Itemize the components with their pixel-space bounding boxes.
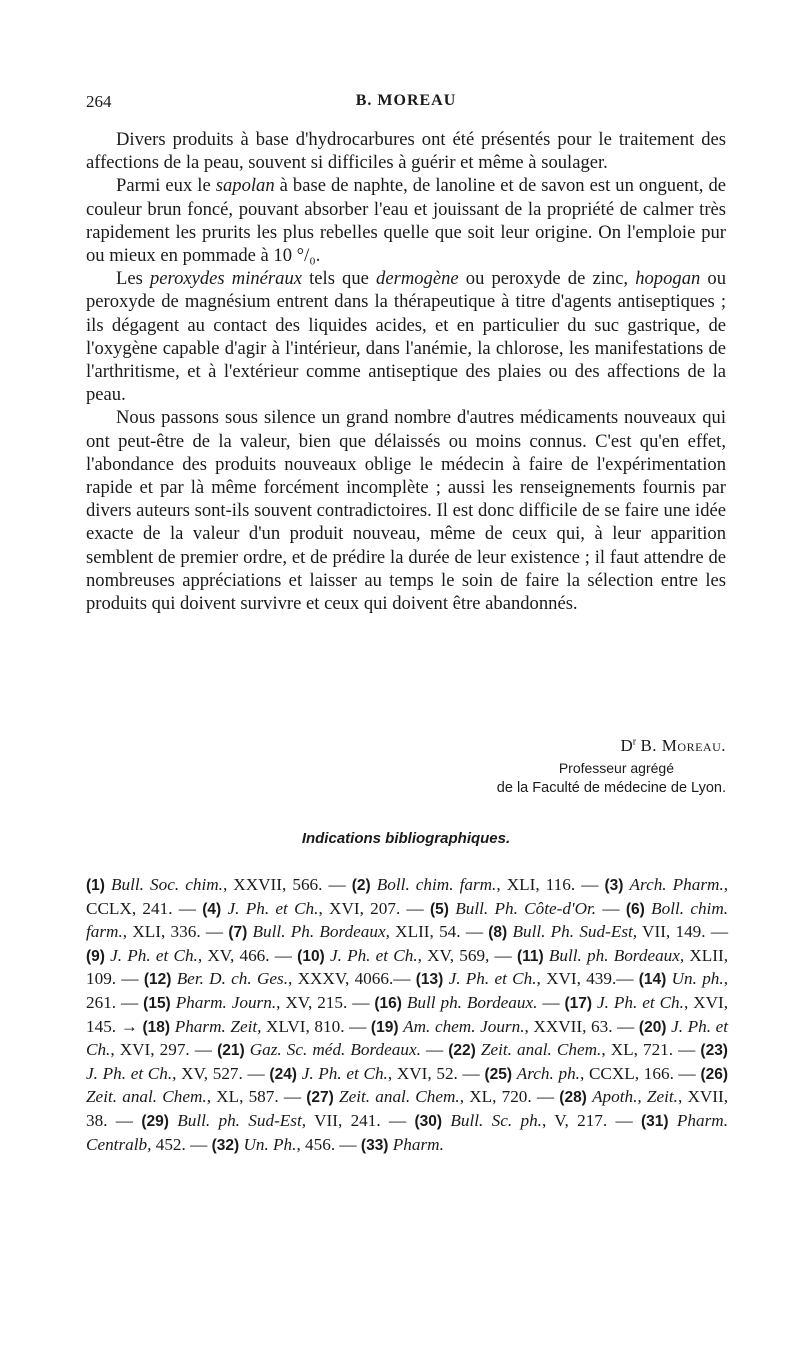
reference-details: , XVI, 297. — xyxy=(110,1040,218,1060)
bibliography-entry xyxy=(374,993,564,1012)
reference-number: (24) xyxy=(269,1065,297,1083)
reference-details: — xyxy=(537,992,565,1012)
text-run: ou peroxyde de magnésium entrent dans la thérapeutique à titre d'agents antiseptiques ; ils dégagent au contact des liquides acides, et en particulier du suc gastrique, de l'oxygène capable d'agir à l'intérieur, dans l'anémie, la chlorose, les manifestations de l'arthritisme, et à l'extérieur comme antiseptique des plaies ou des affections de la peau. xyxy=(86,268,726,406)
reference-details: , XV, 215. — xyxy=(276,992,375,1012)
italic-term: peroxydes minéraux xyxy=(149,268,302,290)
reference-details: , XV, 466. — xyxy=(197,945,298,965)
reference-source: J. Ph. et Ch. xyxy=(448,969,537,989)
reference-number: (5) xyxy=(430,900,449,918)
reference-details: , V, 217. — xyxy=(541,1110,642,1130)
reference-number: (16) xyxy=(374,994,402,1012)
reference-number: (28) xyxy=(559,1089,587,1107)
reference-source: Arch. ph. xyxy=(516,1063,580,1083)
bibliography-entry xyxy=(86,875,352,894)
reference-number: (27) xyxy=(306,1089,334,1107)
reference-source: Am. chem. Journ. xyxy=(403,1016,525,1036)
bibliography-entry xyxy=(416,969,639,988)
reference-number: (4) xyxy=(202,900,222,918)
paragraph xyxy=(86,406,726,615)
signature-author: B. Moreau. xyxy=(640,736,726,755)
reference-number: (31) xyxy=(641,1112,669,1130)
reference-source: J. Ph. et Ch. xyxy=(86,1063,173,1083)
reference-number: (18) xyxy=(142,1018,171,1036)
reference-number: (23) xyxy=(700,1042,728,1060)
reference-source: Bull. Ph. Bordeaux, xyxy=(252,922,390,942)
text-run: ou peroxyde de zinc, xyxy=(458,268,636,290)
reference-number: (29) xyxy=(141,1112,169,1130)
reference-number: (30) xyxy=(414,1112,443,1130)
italic-term: dermogène xyxy=(376,268,459,290)
bibliography-entry xyxy=(212,1135,361,1154)
bibliography-entry xyxy=(143,1017,371,1036)
reference-source: Bull ph. Bordeaux. xyxy=(406,992,538,1012)
bibliography-entry xyxy=(306,1087,559,1106)
reference-details: , CCXL, 166. — xyxy=(579,1063,701,1083)
reference-details: , 261. — xyxy=(86,969,728,1012)
reference-source: Zeit. anal. Chem. xyxy=(480,1040,602,1060)
reference-details: , XXVII, 63. — xyxy=(524,1016,639,1036)
bibliography-heading: Indications bibliographiques. xyxy=(301,830,511,847)
reference-details: VII, 241. — xyxy=(306,1110,415,1130)
signature-name xyxy=(86,736,726,756)
page-number: 264 xyxy=(86,92,112,111)
reference-number: (15) xyxy=(143,994,171,1012)
bibliography-entry xyxy=(217,1040,448,1059)
bibliography-entry xyxy=(228,922,488,941)
reference-source: J. Ph. et Ch. xyxy=(301,1063,388,1083)
bibliography-entry xyxy=(86,946,297,965)
reference-source: J. Ph. et Ch. xyxy=(110,945,198,965)
reference-details: , XV, 527. — xyxy=(172,1063,270,1083)
running-head: B. MOREAU xyxy=(355,92,457,109)
reference-number: (33) xyxy=(360,1136,389,1154)
bibliography-entry xyxy=(202,899,430,918)
reference-source: Boll. chim. farm. xyxy=(376,875,497,894)
reference-source: J. Ph. et Ch. xyxy=(597,992,684,1012)
reference-number: (19) xyxy=(370,1018,399,1036)
reference-details: VII, 149. — xyxy=(637,922,729,942)
reference-source: Ber. D. ch. Ges. xyxy=(176,969,288,989)
reference-details: , XLI, 336. — xyxy=(122,922,229,942)
bibliography-entry xyxy=(361,1135,444,1154)
text-run: Nous passons sous silence un grand nombre d'autres médicaments nouveaux qui ont peut-être de la valeur, bien que délaissés ou moins connus. C'est qu'en effet, l'abondance des produits nouveaux oblige le médecin à faire de l'expérimentation rapide et par là même forcément incomplète ; aussi les renseignements fournis par divers auteurs sont-ils souvent contradictoires. Il est donc difficile de se faire une idée exacte de la valeur d'un produit nouveau, même de ceux qui, à leur apparition semblent de premier ordre, et de prédire la durée de leur existence ; il faut attendre de nombreuses appréciations et laisser au temps le soin de faire la sélection entre les produits qui doivent survivre et ceux qui doivent être abandonnés. xyxy=(86,407,726,615)
reference-number: (1) xyxy=(86,877,105,894)
reference-source: Bull. Ph. Sud-Est, xyxy=(512,922,638,942)
reference-source: Bull. Ph. Côte-d'Or. xyxy=(455,898,597,918)
reference-details: — xyxy=(596,898,626,918)
reference-details: , XVI, 145. → xyxy=(86,992,729,1036)
body-text xyxy=(86,128,726,615)
reference-details: , XVI, 207. — xyxy=(318,898,430,918)
bibliography-entry xyxy=(143,993,374,1012)
reference-source: Bull. ph. Bordeaux, xyxy=(548,945,685,965)
reference-source: J. Ph. et Ch. xyxy=(227,898,319,918)
signature-affiliation: de la Faculté de médecine de Lyon. xyxy=(496,780,726,796)
reference-source: Boll. chim. farm. xyxy=(86,898,729,942)
reference-number: (26) xyxy=(700,1065,729,1083)
paragraph xyxy=(86,174,726,267)
reference-details: XLVI, 810. — xyxy=(261,1016,371,1036)
reference-number: (25) xyxy=(484,1065,513,1083)
paragraph xyxy=(86,267,726,406)
reference-number: (9) xyxy=(86,947,105,965)
reference-details: , 456. — xyxy=(296,1134,361,1154)
reference-source: Pharm. xyxy=(392,1134,444,1154)
text-run: tels que xyxy=(302,268,377,290)
italic-term: hopogan xyxy=(635,268,701,290)
signature-position: Professeur agrégé xyxy=(558,760,674,776)
reference-details: , XL, 721. — xyxy=(601,1040,701,1060)
reference-number: (11) xyxy=(516,947,544,965)
reference-number: (13) xyxy=(415,971,444,989)
text-run: Les xyxy=(116,268,150,290)
signature-title-prefix: D xyxy=(620,736,633,755)
reference-source: J. Ph. et Ch. xyxy=(329,945,418,965)
reference-details: , XXVII, 566. — xyxy=(222,875,352,894)
text-run: Parmi eux le xyxy=(116,175,216,197)
reference-source: J. Ph. et Ch. xyxy=(86,1016,729,1060)
reference-number: (2) xyxy=(351,877,371,894)
bibliography-entry xyxy=(448,1040,700,1059)
reference-details: XLII, 54. — xyxy=(389,922,489,942)
reference-details: , XLI, 116. — xyxy=(496,875,605,894)
reference-number: (6) xyxy=(625,900,645,918)
reference-source: Pharm. Centralb, xyxy=(86,1110,729,1154)
reference-details: — xyxy=(420,1040,449,1060)
bibliography-list xyxy=(86,874,728,1157)
reference-source: Apoth., Zeit. xyxy=(592,1087,678,1107)
bibliography-entry xyxy=(414,1111,641,1130)
reference-number: (3) xyxy=(604,877,624,894)
reference-details: 452. — xyxy=(151,1134,212,1154)
reference-source: Arch. Pharm. xyxy=(629,875,724,894)
bibliography-entry xyxy=(484,1064,700,1083)
reference-details: , XL, 587. — xyxy=(206,1087,307,1107)
bibliography-entry xyxy=(488,922,728,941)
paragraph xyxy=(86,128,726,174)
reference-source: Un. ph. xyxy=(671,969,724,989)
bibliography-entry xyxy=(141,1111,414,1130)
bibliography-entry xyxy=(269,1064,484,1083)
page-header xyxy=(86,92,726,114)
reference-number: (20) xyxy=(638,1018,667,1036)
reference-details: , XL, 720. — xyxy=(459,1087,560,1107)
reference-source: Pharm. Zeit, xyxy=(174,1016,262,1036)
reference-source: Gaz. Sc. méd. Bordeaux. xyxy=(249,1040,421,1060)
reference-source: Bull. Soc. chim. xyxy=(111,875,223,894)
reference-number: (10) xyxy=(297,947,325,965)
reference-source: Bull. Sc. ph. xyxy=(450,1110,542,1130)
reference-number: (17) xyxy=(564,994,593,1012)
bibliography-entry xyxy=(144,969,416,988)
reference-source: Un. Ph. xyxy=(243,1134,297,1154)
reference-source: Zeit. anal. Chem. xyxy=(339,1087,460,1107)
reference-number: (12) xyxy=(143,971,172,989)
reference-number: (32) xyxy=(211,1136,240,1154)
reference-source: Bull. ph. Sud-Est, xyxy=(177,1110,307,1130)
text-run: Divers produits à base d'hydrocarbures ont été présentés pour le traitement des affections de la peau, souvent si difficiles à guérir et même à soulager. xyxy=(86,129,726,174)
reference-details: , XV, 569, — xyxy=(417,945,517,965)
reference-details: , XVI, 439.— xyxy=(536,969,639,989)
reference-number: (7) xyxy=(228,924,248,942)
bibliography-entry xyxy=(352,875,605,894)
reference-number: (22) xyxy=(448,1042,476,1060)
reference-source: Zeit. anal. Chem. xyxy=(86,1087,207,1107)
reference-number: (8) xyxy=(488,924,508,942)
reference-number: (21) xyxy=(217,1042,245,1060)
signature-title-sup: r xyxy=(632,736,637,748)
text-run: à base de naphte, de lanoline et de savon est un onguent, de couleur brun foncé, pouvant absorber l'eau et jouissant de la propriété de calmer très rapidement les prurits les plus rebelles quelle que soit leur origine. On l'emploie pur ou mieux en pommade à 10 °/₀. xyxy=(86,175,727,267)
reference-number: (14) xyxy=(638,971,667,989)
reference-details: , XXXV, 4066.— xyxy=(288,969,416,989)
reference-details: , XVII, 38. — xyxy=(86,1087,729,1130)
reference-details: , XVI, 52. — xyxy=(387,1063,485,1083)
reference-source: Pharm. Journ. xyxy=(175,992,277,1012)
bibliography-entry xyxy=(371,1017,639,1036)
bibliography-entry xyxy=(430,899,626,918)
italic-term: sapolan xyxy=(215,175,275,197)
reference-details: XLII, 109. — xyxy=(86,945,729,989)
bibliography-entry xyxy=(297,946,517,965)
reference-details: , CCLX, 241. — xyxy=(86,875,729,918)
